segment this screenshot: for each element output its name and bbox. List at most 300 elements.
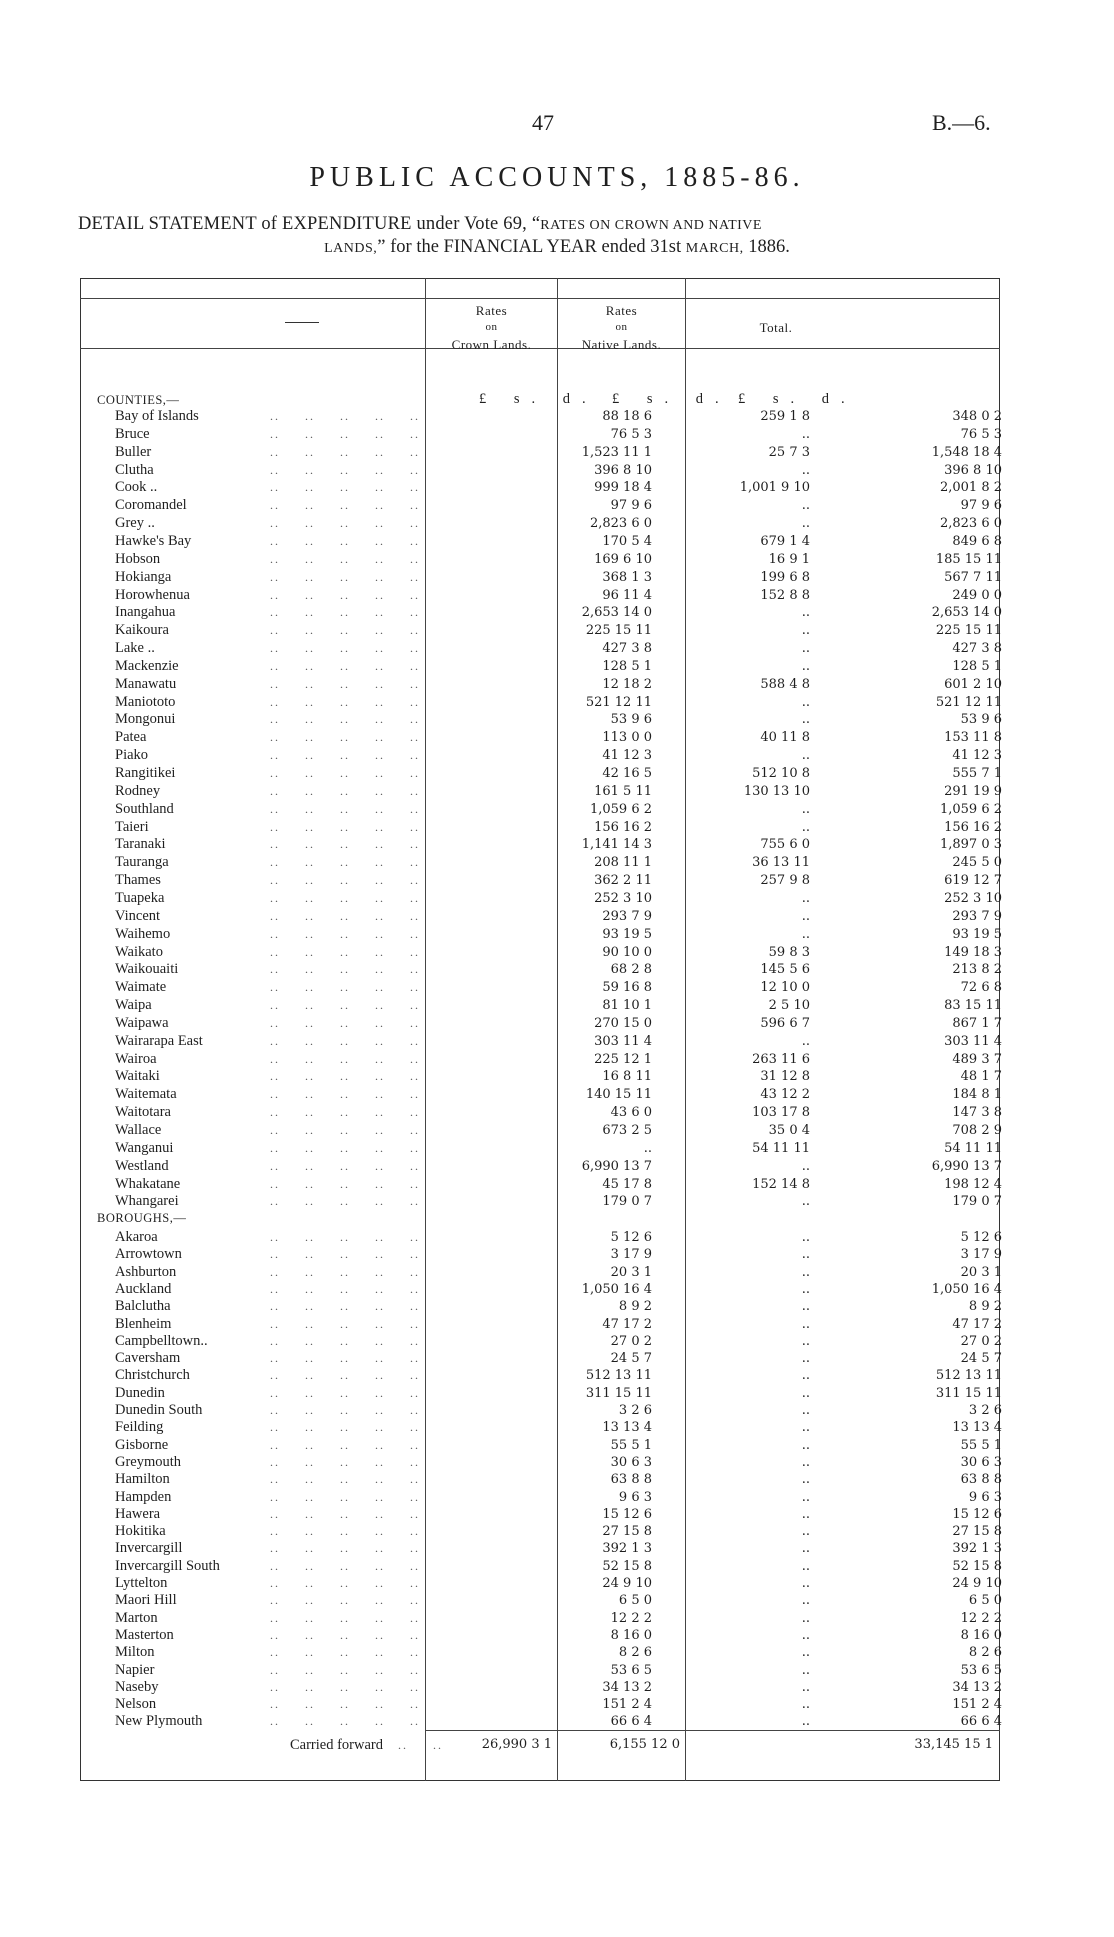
leader-dots: .. .. .. .. ..	[270, 605, 420, 620]
row-name: Blenheim	[115, 1315, 172, 1332]
leader-dots: .. .. .. .. ..	[270, 1472, 420, 1487]
total-value: 567 7 11	[944, 569, 1002, 585]
table-row	[80, 1298, 1000, 1316]
row-name: Waipawa	[115, 1014, 169, 1031]
native-lands-value: 16 9 1	[768, 551, 810, 567]
leader-dots: .. .. .. .. ..	[270, 1403, 420, 1417]
native-lands-value: 31 12 8	[760, 1069, 810, 1085]
native-lands-value: ..	[801, 1679, 810, 1695]
table-row	[80, 1385, 1000, 1403]
crown-lands-value: 16 8 11	[602, 1069, 652, 1085]
total-value: 53 6 5	[960, 1662, 1002, 1678]
native-lands-value: 596 6 7	[760, 1015, 810, 1031]
table-row	[80, 1402, 1000, 1420]
row-name: Thames	[115, 872, 161, 889]
table-row	[80, 497, 1000, 515]
crown-lands-value: 225 12 1	[594, 1051, 652, 1067]
leader-dots: .. .. .. .. ..	[270, 1679, 420, 1694]
total-value: 2,001 8 2	[939, 480, 1002, 496]
leader-dots: .. .. .. .. ..	[270, 658, 420, 673]
native-lands-value: 2 5 10	[768, 998, 810, 1014]
crown-lands-value: 208 11 1	[594, 855, 652, 871]
table-row	[80, 729, 1000, 747]
total-value: 9 6 3	[968, 1489, 1002, 1505]
table-row	[80, 997, 1000, 1015]
row-name: Milton	[115, 1644, 155, 1661]
table-row	[80, 711, 1000, 729]
native-lands-value: 512 10 8	[752, 766, 810, 781]
row-name: Grey ..	[115, 515, 155, 532]
table-row	[80, 1104, 1000, 1122]
native-lands-value: 679 1 4	[760, 533, 810, 549]
crown-lands-value: 45 17 8	[602, 1176, 652, 1192]
table-row	[80, 622, 1000, 640]
native-lands-value: ..	[801, 1610, 810, 1626]
crown-lands-value: 1,059 6 2	[589, 801, 652, 817]
leader-dots: .. .. .. .. ..	[270, 908, 420, 923]
total-value: 97 9 6	[960, 498, 1002, 514]
leader-dots: .. .. .. .. ..	[270, 1558, 420, 1573]
total-value: 12 2 2	[960, 1610, 1002, 1626]
total-value: 93 19 5	[952, 926, 1002, 942]
table-row	[80, 1644, 1000, 1662]
leader-dots: .. .. .. .. ..	[270, 533, 420, 548]
native-lands-value: ..	[801, 1524, 810, 1540]
native-lands-value: 259 1 8	[760, 409, 810, 424]
crown-lands-value: 90 10 0	[602, 944, 652, 960]
crown-lands-value: 311 15 11	[585, 1385, 652, 1401]
total-value: 867 1 7	[952, 1015, 1002, 1031]
native-lands-value: ..	[801, 1230, 810, 1245]
subtitle-line-2: LANDS,” for the FINANCIAL YEAR ended 31st MARCH, 1886.	[324, 237, 790, 257]
row-name: Patea	[115, 729, 147, 746]
table-row	[80, 515, 1000, 533]
total-value: 184 8 1	[952, 1087, 1002, 1103]
table-row	[80, 1193, 1000, 1211]
table-row	[80, 604, 1000, 622]
table-row	[80, 1627, 1000, 1645]
crown-lands-value: 270 15 0	[594, 1015, 652, 1031]
total-value: 311 15 11	[935, 1385, 1002, 1401]
native-lands-value: ..	[801, 516, 810, 532]
crown-lands-value: 96 11 4	[602, 587, 652, 603]
row-name: Napier	[115, 1661, 155, 1678]
leader-dots: .. .. .. .. ..	[270, 712, 420, 727]
table-row	[80, 551, 1000, 569]
native-lands-value: 1,001 9 10	[739, 480, 810, 496]
native-lands-value: ..	[801, 1506, 810, 1522]
total-value: 2,653 14 0	[931, 605, 1002, 621]
crown-lands-value: 93 19 5	[602, 926, 652, 942]
crown-lands-value: 1,050 16 4	[581, 1281, 652, 1297]
crown-lands-value: 113 0 0	[602, 730, 652, 746]
native-lands-value: ..	[801, 623, 810, 639]
crown-units: £ s. d.	[479, 391, 598, 407]
crown-lands-value: 52 15 8	[602, 1558, 652, 1574]
leader-dots: .. .. .. .. ..	[270, 462, 420, 477]
native-lands-value: ..	[801, 1627, 810, 1643]
native-lands-value: ..	[801, 1281, 810, 1297]
native-lands-header: Rates on Native Lands.	[581, 303, 662, 352]
crown-lands-value: 24 9 10	[602, 1576, 652, 1591]
crown-lands-value: 2,653 14 0	[581, 605, 652, 621]
crown-lands-value: 13 13 4	[602, 1420, 652, 1436]
leader-dots: .. .. .. .. ..	[270, 1281, 420, 1296]
table-row	[80, 1713, 1000, 1731]
table-row	[80, 1506, 1000, 1524]
leader-dots: .. .. .. .. ..	[270, 766, 420, 780]
table-row	[80, 408, 1000, 426]
leader-dots: .. .. .. .. ..	[270, 1454, 420, 1469]
row-name: Mackenzie	[115, 657, 179, 674]
leader-dots: .. .. .. .. ..	[270, 980, 420, 995]
subtitle-line-1: DETAIL STATEMENT of EXPENDITURE under Vote 69, “RATES ON CROWN AND NATIVE	[78, 214, 762, 234]
crown-lands-value: 27 0 2	[610, 1333, 652, 1349]
total-value: 392 1 3	[952, 1541, 1002, 1557]
leader-dots: .. .. .. .. ..	[270, 480, 420, 495]
table-row	[80, 1086, 1000, 1104]
total-value: 708 2 9	[952, 1123, 1002, 1138]
native-lands-value: ..	[801, 462, 810, 478]
total-value: 619 12 7	[944, 873, 1002, 889]
row-name: Auckland	[115, 1280, 172, 1297]
leader-dots: .. .. .. .. ..	[270, 1351, 420, 1366]
total-value: 8 9 2	[968, 1299, 1002, 1315]
total-value: 55 5 1	[960, 1437, 1002, 1453]
row-name: Wanganui	[115, 1139, 174, 1156]
total-value: 303 11 4	[944, 1033, 1002, 1049]
table-row	[80, 694, 1000, 712]
crown-lands-value: 128 5 1	[602, 658, 652, 674]
leader-dots: .. .. .. .. ..	[270, 962, 420, 977]
table-row	[80, 1575, 1000, 1593]
total-value: 151 2 4	[952, 1697, 1002, 1713]
leader-dots: .. .. .. .. ..	[270, 944, 420, 959]
table-row	[80, 1367, 1000, 1385]
row-name: Horowhenua	[115, 586, 190, 603]
table-row	[80, 1140, 1000, 1158]
crown-lands-value: 8 2 6	[618, 1645, 652, 1661]
table-row	[80, 944, 1000, 962]
table-row	[80, 1229, 1000, 1247]
blank-column-header	[285, 322, 319, 323]
total-value: 24 5 7	[960, 1351, 1002, 1367]
native-lands-value: 257 9 8	[760, 873, 810, 889]
leader-dots: .. .. .. .. ..	[270, 551, 420, 566]
native-lands-value: ..	[801, 1420, 810, 1436]
boroughs-heading: BOROUGHS,—	[97, 1211, 187, 1225]
crown-lands-value: 42 16 5	[602, 766, 652, 781]
row-name: Kaikoura	[115, 622, 169, 639]
row-name: Invercargill	[115, 1540, 183, 1557]
leader-dots: .. .. .. .. ..	[270, 1714, 420, 1729]
leader-dots: .. .. .. .. ..	[270, 1069, 420, 1084]
total-value: 252 3 10	[944, 890, 1002, 906]
row-name: Hokitika	[115, 1523, 166, 1540]
table-row	[80, 961, 1000, 979]
crown-lands-value: 156 16 2	[594, 819, 652, 835]
crown-lands-value: 396 8 10	[594, 462, 652, 478]
native-lands-value: 43 12 2	[760, 1087, 810, 1103]
table-row	[80, 1662, 1000, 1680]
row-name: Maniototo	[115, 693, 176, 710]
native-lands-value: 103 17 8	[752, 1105, 810, 1121]
row-name: Lyttelton	[115, 1575, 168, 1591]
leader-dots: .. .. .. .. ..	[270, 1489, 420, 1504]
total-value: 30 6 3	[960, 1454, 1002, 1470]
row-name: Bruce	[115, 425, 150, 442]
total-value: 15 12 6	[952, 1506, 1002, 1522]
total-value: 72 6 8	[960, 980, 1002, 996]
total-value: 555 7 1	[952, 766, 1002, 781]
table-row	[80, 765, 1000, 783]
total-header: Total.	[759, 320, 793, 335]
total-units: £ s. d.	[738, 391, 857, 407]
total-value: 1,059 6 2	[939, 801, 1002, 817]
crown-lands-value: 34 13 2	[602, 1679, 652, 1695]
row-name: Whakatane	[115, 1175, 181, 1192]
crown-lands-value: 53 9 6	[610, 712, 652, 728]
table-row	[80, 1122, 1000, 1140]
native-lands-value: 35 0 4	[768, 1123, 810, 1138]
native-lands-value: ..	[801, 926, 810, 942]
native-lands-value: 199 6 8	[760, 569, 810, 585]
table-row	[80, 1679, 1000, 1697]
leader-dots: .. .. .. .. ..	[270, 498, 420, 513]
leader-dots: .. .. .. .. ..	[270, 516, 420, 531]
total-value: 521 12 11	[935, 694, 1002, 710]
table-row	[80, 676, 1000, 694]
native-lands-value: ..	[801, 1541, 810, 1557]
total-value: 48 1 7	[960, 1069, 1002, 1085]
document-reference: B.—6.	[932, 110, 991, 135]
row-name: Hobson	[115, 550, 161, 567]
row-name: Christchurch	[115, 1367, 190, 1384]
row-name: Manawatu	[115, 675, 177, 692]
leader-dots: .. .. .. .. ..	[270, 1299, 420, 1314]
table-row	[80, 1540, 1000, 1558]
total-value: 149 18 3	[944, 944, 1002, 960]
crown-lands-value: 97 9 6	[610, 498, 652, 514]
table-row	[80, 1696, 1000, 1714]
native-lands-value: ..	[801, 1368, 810, 1384]
native-lands-value: 130 13 10	[743, 783, 810, 799]
total-value: 128 5 1	[952, 658, 1002, 674]
crown-lands-value: 392 1 3	[602, 1541, 652, 1557]
row-name: Waikouaiti	[115, 961, 179, 978]
row-name: Dunedin South	[115, 1402, 203, 1418]
leader-dots: .. .. .. .. ..	[270, 1593, 420, 1608]
leader-dots: .. .. .. .. ..	[270, 1316, 420, 1331]
row-name: Hamilton	[115, 1471, 170, 1488]
total-value: 198 12 4	[944, 1176, 1002, 1192]
crown-lands-value: 6,990 13 7	[581, 1158, 652, 1174]
leader-dots: .. .. .. .. ..	[270, 1576, 420, 1590]
leader-dots: .. .. .. .. ..	[270, 1610, 420, 1625]
native-lands-value: 59 8 3	[768, 944, 810, 960]
crown-lands-value: 9 6 3	[618, 1489, 652, 1505]
table-row	[80, 783, 1000, 801]
row-name: Dunedin	[115, 1384, 165, 1401]
row-name: Caversham	[115, 1350, 181, 1367]
table-row	[80, 1454, 1000, 1472]
leader-dots: .. .. .. .. ..	[270, 998, 420, 1013]
total-value: 53 9 6	[960, 712, 1002, 728]
total-value: 601 2 10	[944, 676, 1002, 692]
row-name: Taieri	[115, 818, 149, 835]
carried-forward-total: 33,145 15 1	[914, 1737, 993, 1752]
native-lands-value: ..	[801, 1158, 810, 1174]
crown-lands-value: 76 5 3	[610, 426, 652, 442]
leader-dots: .. .. .. .. ..	[270, 623, 420, 638]
native-lands-value: ..	[801, 1714, 810, 1730]
leader-dots: .. .. .. .. ..	[270, 1645, 420, 1660]
row-name: Buller	[115, 443, 152, 460]
total-value: 5 12 6	[960, 1230, 1002, 1245]
row-name: Vincent	[115, 907, 161, 924]
table-row	[80, 872, 1000, 890]
crown-lands-value: 252 3 10	[594, 890, 652, 906]
total-value: 8 16 0	[960, 1627, 1002, 1643]
total-value: 1,050 16 4	[931, 1281, 1002, 1297]
total-value: 849 6 8	[952, 533, 1002, 549]
table-row	[80, 1489, 1000, 1507]
crown-lands-value: 43 6 0	[610, 1105, 652, 1121]
leader-dots: .. .. .. .. ..	[270, 1247, 420, 1262]
native-lands-value: ..	[801, 1316, 810, 1332]
row-name: Tauranga	[115, 854, 169, 871]
table-row	[80, 1015, 1000, 1033]
leader-dots: .. .. .. .. ..	[270, 730, 420, 745]
row-name: Taranaki	[115, 836, 166, 853]
crown-lands-value: 55 5 1	[610, 1437, 652, 1453]
leader-dots: .. .. .. .. ..	[270, 1662, 420, 1677]
table-row	[80, 1316, 1000, 1334]
native-lands-value: ..	[801, 1403, 810, 1418]
total-value: 1,548 18 4	[931, 444, 1002, 460]
row-name: Wairoa	[115, 1050, 157, 1067]
native-lands-value: ..	[801, 1662, 810, 1678]
row-name: Rangitikei	[115, 765, 176, 781]
table-row	[80, 801, 1000, 819]
crown-lands-value: 8 16 0	[610, 1627, 652, 1643]
crown-lands-value: 68 2 8	[610, 962, 652, 978]
table-row	[80, 1471, 1000, 1489]
table-row	[80, 1437, 1000, 1455]
table-row	[80, 819, 1000, 837]
native-lands-value: ..	[801, 1194, 810, 1210]
table-row	[80, 1610, 1000, 1628]
table-row	[80, 479, 1000, 497]
total-value: 27 0 2	[960, 1333, 1002, 1349]
total-value: 24 9 10	[952, 1576, 1002, 1591]
total-value: 54 11 11	[944, 1140, 1002, 1156]
crown-lands-value: 12 2 2	[610, 1610, 652, 1626]
native-lands-value: ..	[801, 1299, 810, 1315]
native-lands-value: 588 4 8	[760, 676, 810, 692]
crown-lands-value: 15 12 6	[602, 1506, 652, 1522]
crown-lands-value: 3 17 9	[610, 1247, 652, 1263]
leader-dots: .. .. .. .. ..	[270, 1541, 420, 1556]
crown-lands-value: 66 6 4	[610, 1714, 652, 1730]
row-name: Westland	[115, 1157, 169, 1174]
row-name: Waikato	[115, 943, 163, 960]
total-value: 2,823 6 0	[939, 516, 1002, 532]
native-lands-value: ..	[801, 1472, 810, 1488]
row-name: Marton	[115, 1609, 158, 1626]
leader-dots: .. .. .. .. ..	[270, 641, 420, 656]
table-row	[80, 1333, 1000, 1351]
leader-dots: .. .. .. .. ..	[270, 801, 420, 816]
total-value: 66 6 4	[960, 1714, 1002, 1730]
table-row	[80, 1246, 1000, 1264]
row-name: Waitaki	[115, 1068, 160, 1085]
total-value: 8 2 6	[968, 1645, 1002, 1661]
row-name: New Plymouth	[115, 1713, 203, 1730]
total-value: 179 0 7	[952, 1194, 1002, 1210]
table-row	[80, 533, 1000, 551]
table-row	[80, 1592, 1000, 1610]
row-name: Waipa	[115, 997, 152, 1014]
native-lands-value: ..	[801, 641, 810, 657]
native-lands-value: ..	[801, 801, 810, 817]
total-value: 83 15 11	[944, 998, 1002, 1014]
crown-lands-value: 427 3 8	[602, 641, 652, 657]
table-row	[80, 836, 1000, 854]
crown-lands-value: 12 18 2	[602, 676, 652, 692]
native-lands-value: ..	[801, 908, 810, 924]
crown-lands-value: 512 13 11	[585, 1368, 652, 1384]
native-lands-value: 263 11 6	[752, 1051, 810, 1067]
native-lands-value: 54 11 11	[752, 1140, 810, 1156]
leader-dots: .. .. .. .. ..	[270, 748, 420, 763]
row-name: Balclutha	[115, 1298, 171, 1315]
total-value: 1,897 0 3	[939, 837, 1002, 853]
table-row	[80, 658, 1000, 676]
crown-lands-value: 6 5 0	[618, 1593, 652, 1609]
native-lands-value: ..	[801, 1247, 810, 1263]
total-value: 20 3 1	[960, 1264, 1002, 1280]
leader-dots: .. .. .. .. ..	[270, 1230, 420, 1244]
total-value: 27 15 8	[952, 1524, 1002, 1540]
table-row	[80, 1281, 1000, 1299]
row-name: Wallace	[115, 1122, 162, 1138]
native-lands-value: ..	[801, 658, 810, 674]
row-name: Hampden	[115, 1488, 172, 1505]
row-name: Inangahua	[115, 604, 176, 621]
row-name: Waitemata	[115, 1086, 177, 1103]
total-value: 6,990 13 7	[931, 1158, 1002, 1174]
table-row	[80, 908, 1000, 926]
leader-dots: .. .. .. .. ..	[270, 1627, 420, 1642]
row-name: Nelson	[115, 1696, 157, 1713]
row-name: Mongonui	[115, 711, 176, 728]
leader-dots: .. .. .. .. ..	[270, 1368, 420, 1383]
crown-lands-value: 24 5 7	[610, 1351, 652, 1367]
crown-lands-value: 41 12 3	[602, 748, 652, 764]
header-rule	[80, 298, 1000, 299]
table-row	[80, 1033, 1000, 1051]
total-value: 153 11 8	[944, 730, 1002, 746]
crown-lands-value: 1,523 11 1	[581, 444, 652, 460]
row-name: Clutha	[115, 461, 154, 478]
total-value: 245 5 0	[952, 855, 1002, 871]
table-row	[80, 569, 1000, 587]
crown-lands-header: Rates on Crown Lands.	[451, 303, 532, 352]
row-name: Arrowtown	[115, 1246, 182, 1263]
crown-lands-value: 27 15 8	[602, 1524, 652, 1540]
total-value: 185 15 11	[935, 551, 1002, 567]
